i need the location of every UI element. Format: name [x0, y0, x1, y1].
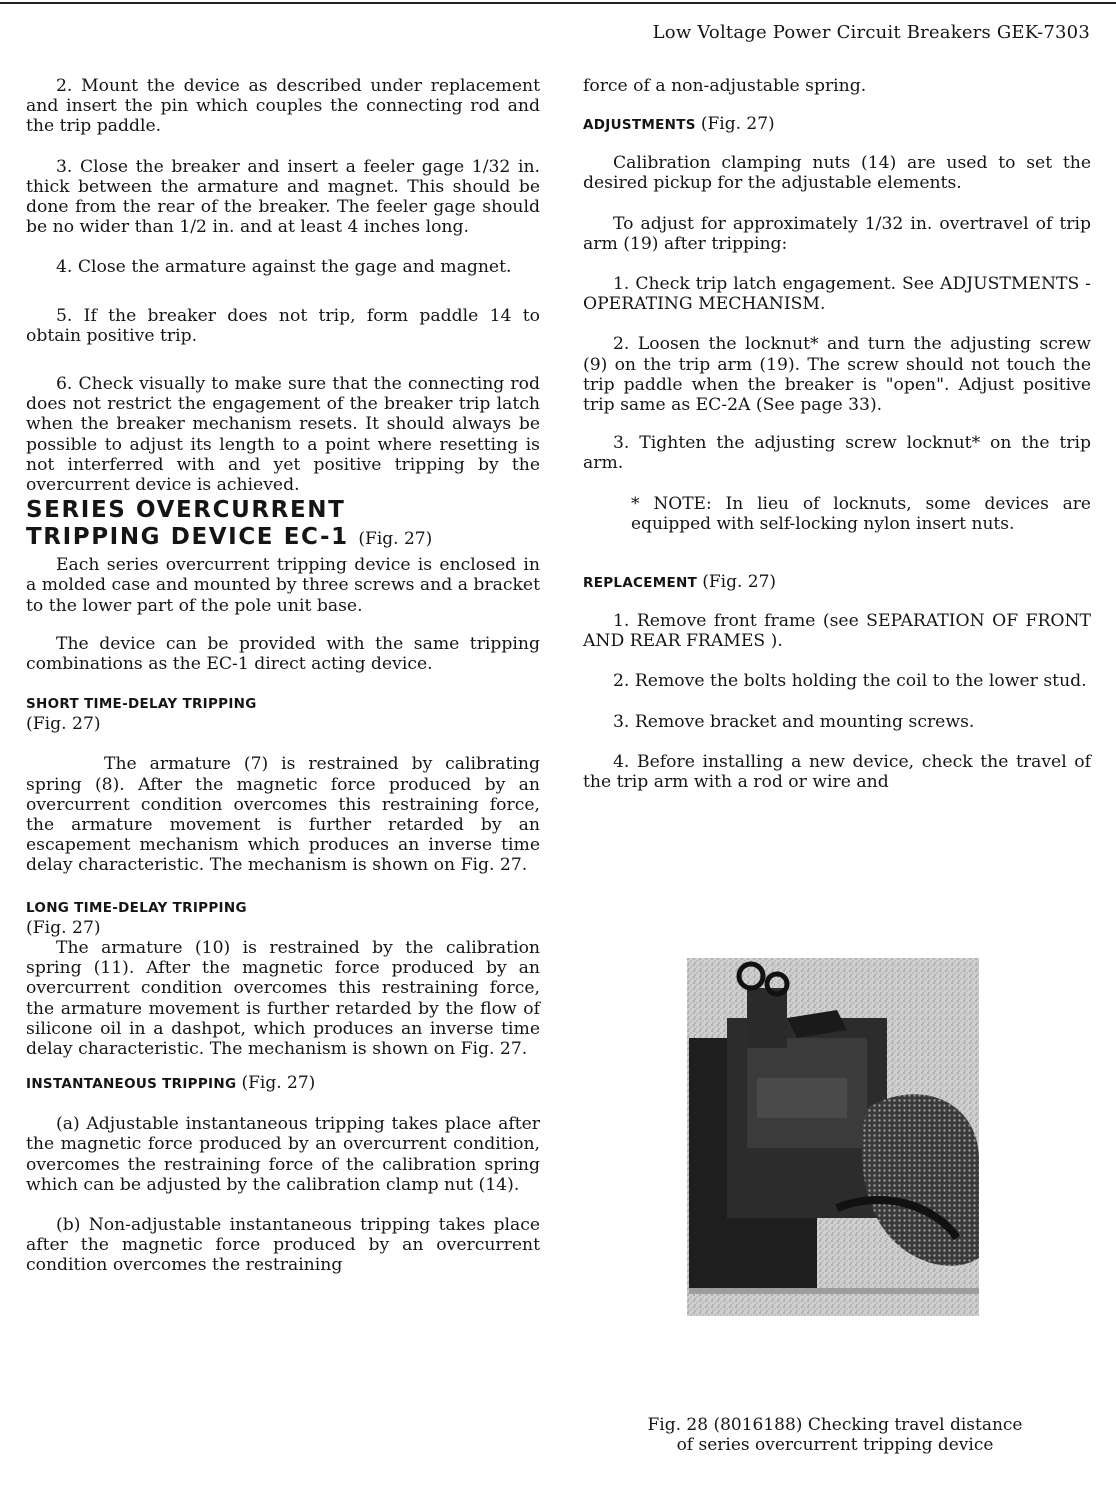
running-head: Low Voltage Power Circuit Breakers GEK-7303: [652, 22, 1090, 43]
section-title-fig-ref: (Fig. 27): [358, 529, 433, 550]
instant-heading-text: INSTANTANEOUS TRIPPING: [26, 1076, 237, 1093]
figure-caption-line1: Fig. 28 (8016188) Checking travel distance: [647, 1415, 1023, 1435]
section-title-line1: SERIES OVERCURRENT: [26, 497, 346, 524]
paragraph-close-armature: 4. Close the armature against the gage and magnet.: [56, 257, 512, 278]
paragraph-continuation: force of a non-adjustable spring.: [583, 76, 867, 96]
paragraph-replacement-2: 2. Remove the bolts holding the coil to the lower stud.: [613, 671, 1087, 692]
paragraph-step-1: 1. Check trip latch engagement. See ADJUSTMENTS - OPERATING MECHANISM.: [583, 274, 1091, 315]
paragraph-replacement-3: 3. Remove bracket and mounting screws.: [613, 711, 975, 732]
section-title-text: TRIPPING DEVICE EC-1: [26, 524, 349, 551]
replacement-heading-text: REPLACEMENT: [583, 575, 698, 592]
section-title-line2: [26, 524, 540, 553]
paragraph-long-delay: The armature (10) is restrained by the calibration spring (11). After the magnetic force produced by an overcurrent condition overcomes this restraining force, the armature movement is further retarded by the flow of silicone oil in a dashpot, which produces an inverse time delay characteristic. The mechanism is shown on Fig. 27.: [26, 937, 540, 1059]
paragraph-replacement-1: 1. Remove front frame (see SEPARATION OF FRONT AND REAR FRAMES ).: [583, 611, 1091, 652]
adjustments-heading-text: ADJUSTMENTS: [583, 117, 696, 134]
adjustments-fig-ref: (Fig. 27): [700, 114, 775, 135]
note-text: * NOTE: In lieu of locknuts, some devices are equipped with self-locking nylon insert nuts.: [631, 493, 1091, 534]
page-top-border: [0, 2, 1116, 4]
long-delay-fig-ref: (Fig. 27): [26, 917, 101, 938]
paragraph-form-paddle: 5. If the breaker does not trip, form paddle 14 to obtain positive trip.: [26, 305, 540, 346]
long-delay-heading: LONG TIME-DELAY TRIPPING: [26, 899, 247, 916]
short-delay-heading: SHORT TIME-DELAY TRIPPING: [26, 696, 257, 713]
note-block: [583, 494, 1091, 534]
paragraph-short-delay: The armature (7) is restrained by calibrating spring (8). After the magnetic force produced by an overcurrent condition overcomes this restraining force, the armature movement is further retarded by an escapement mechanism which produces an inverse time delay characteristic. The mechanism is shown on Fig. 27.: [26, 754, 540, 876]
paragraph-calibration: Calibration clamping nuts (14) are used to set the desired pickup for the adjustable elements.: [583, 153, 1091, 194]
paragraph-step-3: 3. Tighten the adjusting screw locknut* on the trip arm.: [583, 433, 1091, 474]
device-photo: [687, 958, 979, 1316]
paragraph-combinations: The device can be provided with the same tripping combinations as the EC-1 direct acting device.: [26, 633, 540, 675]
paragraph-mount-device: 2. Mount the device as described under replacement and insert the pin which couples the connecting rod and the trip paddle.: [26, 76, 540, 137]
adjustments-heading: [583, 114, 1091, 135]
right-column: [583, 76, 1091, 792]
figure-caption: [605, 1415, 1065, 1455]
replacement-fig-ref: (Fig. 27): [702, 572, 777, 593]
replacement-heading: [583, 572, 1091, 593]
paragraph-instant-b: (b) Non-adjustable instantaneous tripping takes place after the magnetic force produced by an overcurrent condition overcomes the restraining: [26, 1214, 540, 1276]
paragraph-close-breaker: 3. Close the breaker and insert a feeler gage 1/32 in. thick between the armature and magnet. This should be done from the rear of the breaker. The feeler gage should be no wider than 1/2 in. and at least 4 inches long.: [26, 156, 540, 238]
left-column: [26, 76, 540, 1276]
short-delay-fig-ref: (Fig. 27): [26, 714, 101, 735]
paragraph-enclosed: Each series overcurrent tripping device is enclosed in a molded case and mounted by three screws and a bracket to the lower part of the pole unit base.: [26, 555, 541, 616]
paragraph-overtravel: To adjust for approximately 1/32 in. overtravel of trip arm (19) after tripping:: [583, 213, 1091, 254]
paragraph-step-2: 2. Loosen the locknut* and turn the adjusting screw (9) on the trip arm (19). The screw should not touch the trip paddle when the breaker is "open". Adjust positive trip same as EC-2A (See page 33).: [583, 334, 1091, 416]
figure-caption-line2: of series overcurrent tripping device: [676, 1435, 994, 1455]
paragraph-check-visually: 6. Check visually to make sure that the connecting rod does not restrict the engagement of the breaker trip latch when the breaker mechanism resets. It should always be possible to adjust its length to a point where resetting is not interferred with and yet positive tripping by the overcurrent device is achieved.: [26, 374, 540, 496]
paragraph-instant-a: (a) Adjustable instantaneous tripping takes place after the magnetic force produced by an overcurrent condition, overcomes the restraining force of the calibration spring which can be adjusted by the calibration clamp nut (14).: [26, 1114, 540, 1195]
paragraph-replacement-4: 4. Before installing a new device, check the travel of the trip arm with a rod or wire and: [583, 751, 1091, 793]
device-photo-drawing: [687, 958, 979, 1316]
instant-heading: [26, 1073, 540, 1094]
instant-fig-ref: (Fig. 27): [241, 1073, 316, 1094]
